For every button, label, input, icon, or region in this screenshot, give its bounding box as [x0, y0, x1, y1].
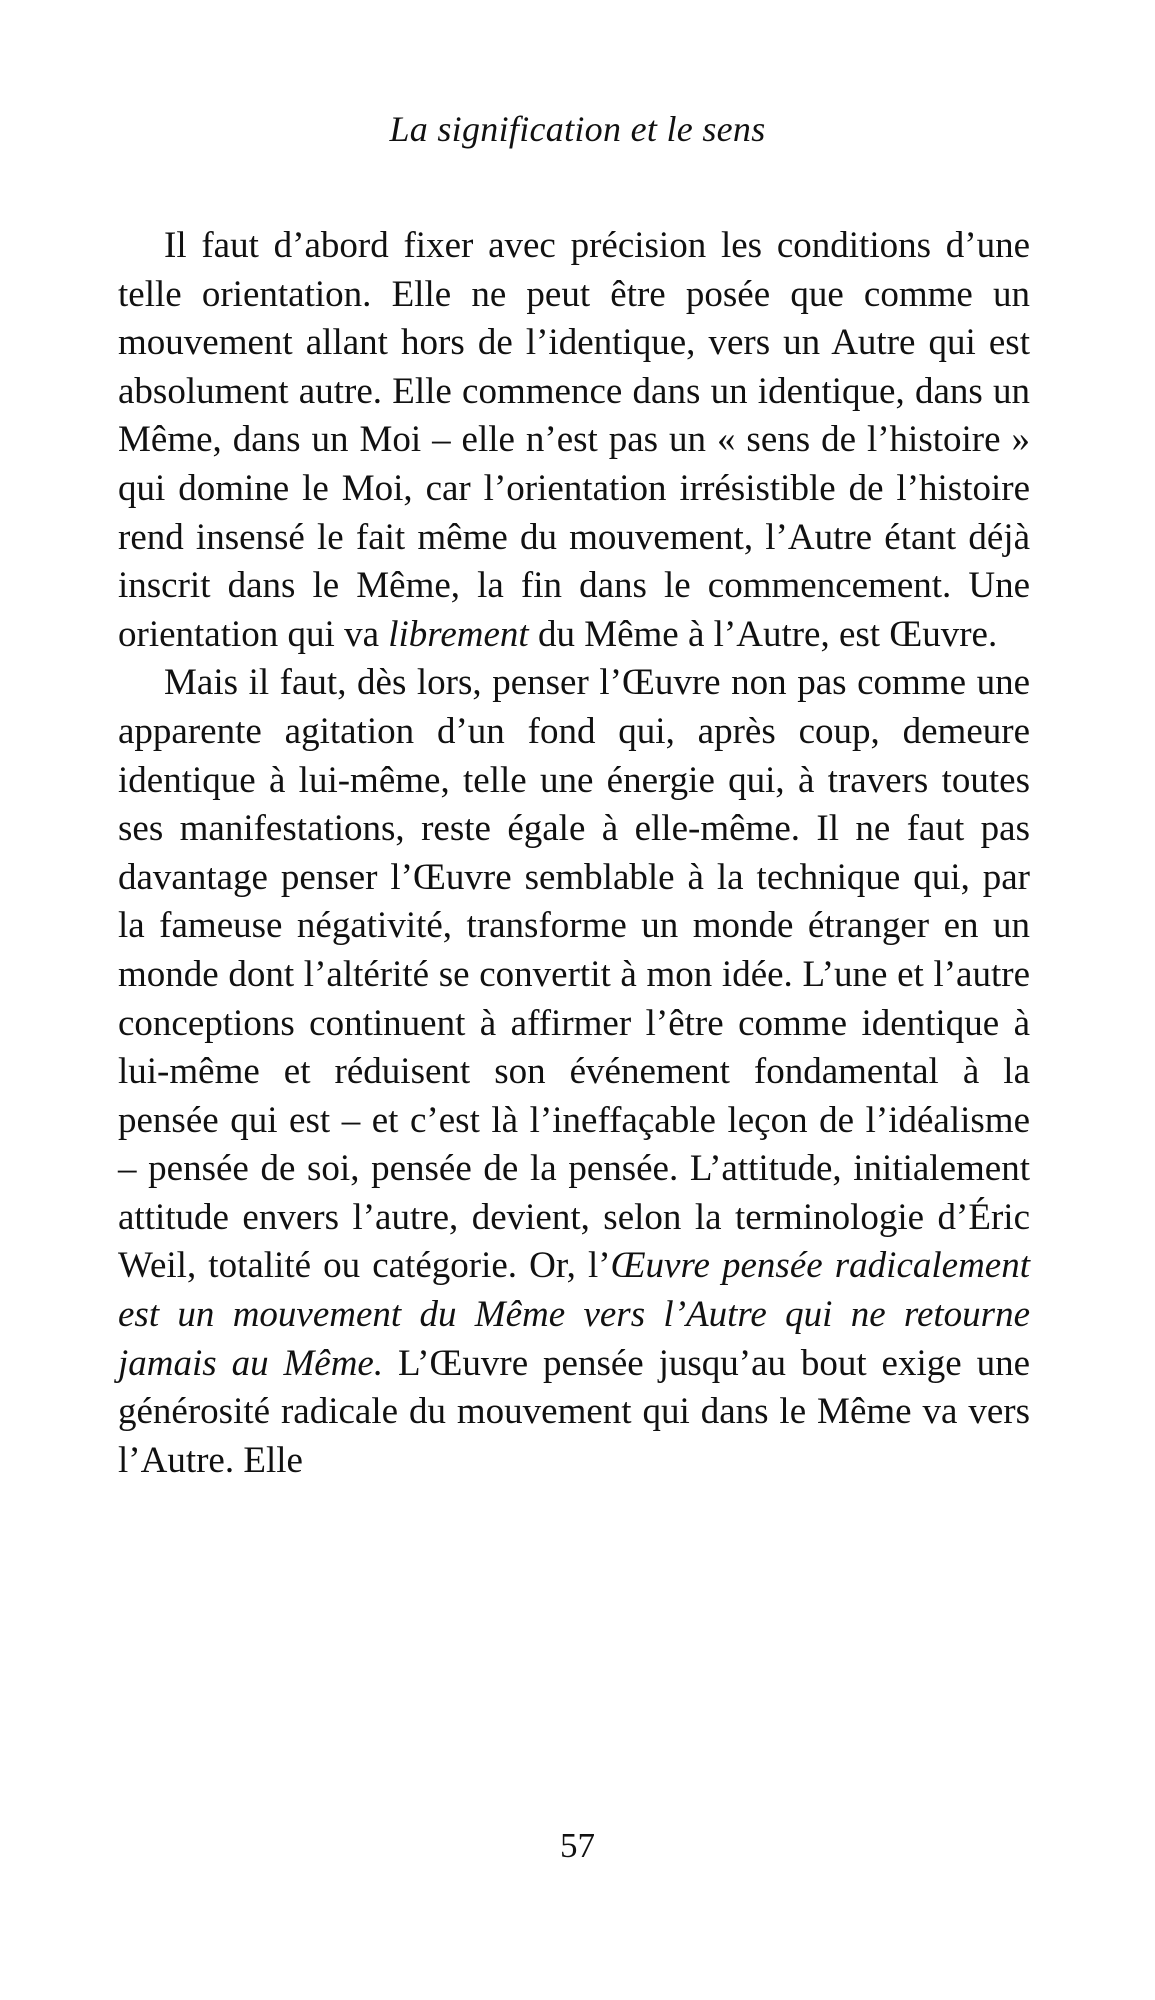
page-number: 57 [560, 1826, 595, 1865]
paragraph-2-text-b: L’Œuvre pensée jusqu’au bout exige une générosité radicale du mouvement qui dans le Même va vers l’Autre. Elle [118, 1342, 1030, 1481]
paragraph-2-text-a: Mais il faut, dès lors, penser l’Œuvre non pas comme une apparente agitation d’un fond qui, après coup, demeure identique à lui-même, telle une énergie qui, à travers toutes ses manifestations, reste égale à elle-même. Il ne faut pas davantage penser l’Œuvre semblable à la technique qui, par la fameuse négativité, transforme un monde étranger en un monde dont l’altérité se convertit à mon idée. L’une et l’autre conceptions continuent à affirmer l’être comme identique à lui-même et réduisent son événement fondamental à la pensée qui est – et c’est là l’ineffaçable leçon de l’idéalisme – pensée de soi, pensée de la pensée. L’attitude, initialement attitude envers l’autre, devient, selon la terminologie d’Éric Weil, totalité ou catégorie. Or, l’ [118, 662, 1030, 1287]
paragraph-2 [118, 659, 1030, 1485]
paragraph-2-italic: Œuvre pensée radicalement est un mouvement du Même vers l’Autre qui ne retourne jamais au Même. [118, 1245, 1030, 1384]
paragraph-1 [118, 222, 1030, 659]
paragraph-1-text-b: du Même à l’Autre, est Œuvre. [528, 613, 998, 655]
paragraph-1-text-a: Il faut d’abord fixer avec précision les conditions d’une telle orientation. Elle ne peut être posée que comme un mouvement allant hors de l’identique, vers un Autre qui est absolument autre. Elle commence dans un identique, dans un Même, dans un Moi – elle n’est pas un « sens de l’histoire » qui domine le Moi, car l’orientation irrésistible de l’histoire rend insensé le fait même du mouvement, l’Autre étant déjà inscrit dans le Même, la fin dans le commencement. Une orientation qui va [118, 225, 1030, 655]
running-head-title: La signification et le sens [389, 109, 766, 149]
main-text-block [118, 222, 1030, 1485]
paragraph-1-italic: librement [388, 613, 529, 655]
